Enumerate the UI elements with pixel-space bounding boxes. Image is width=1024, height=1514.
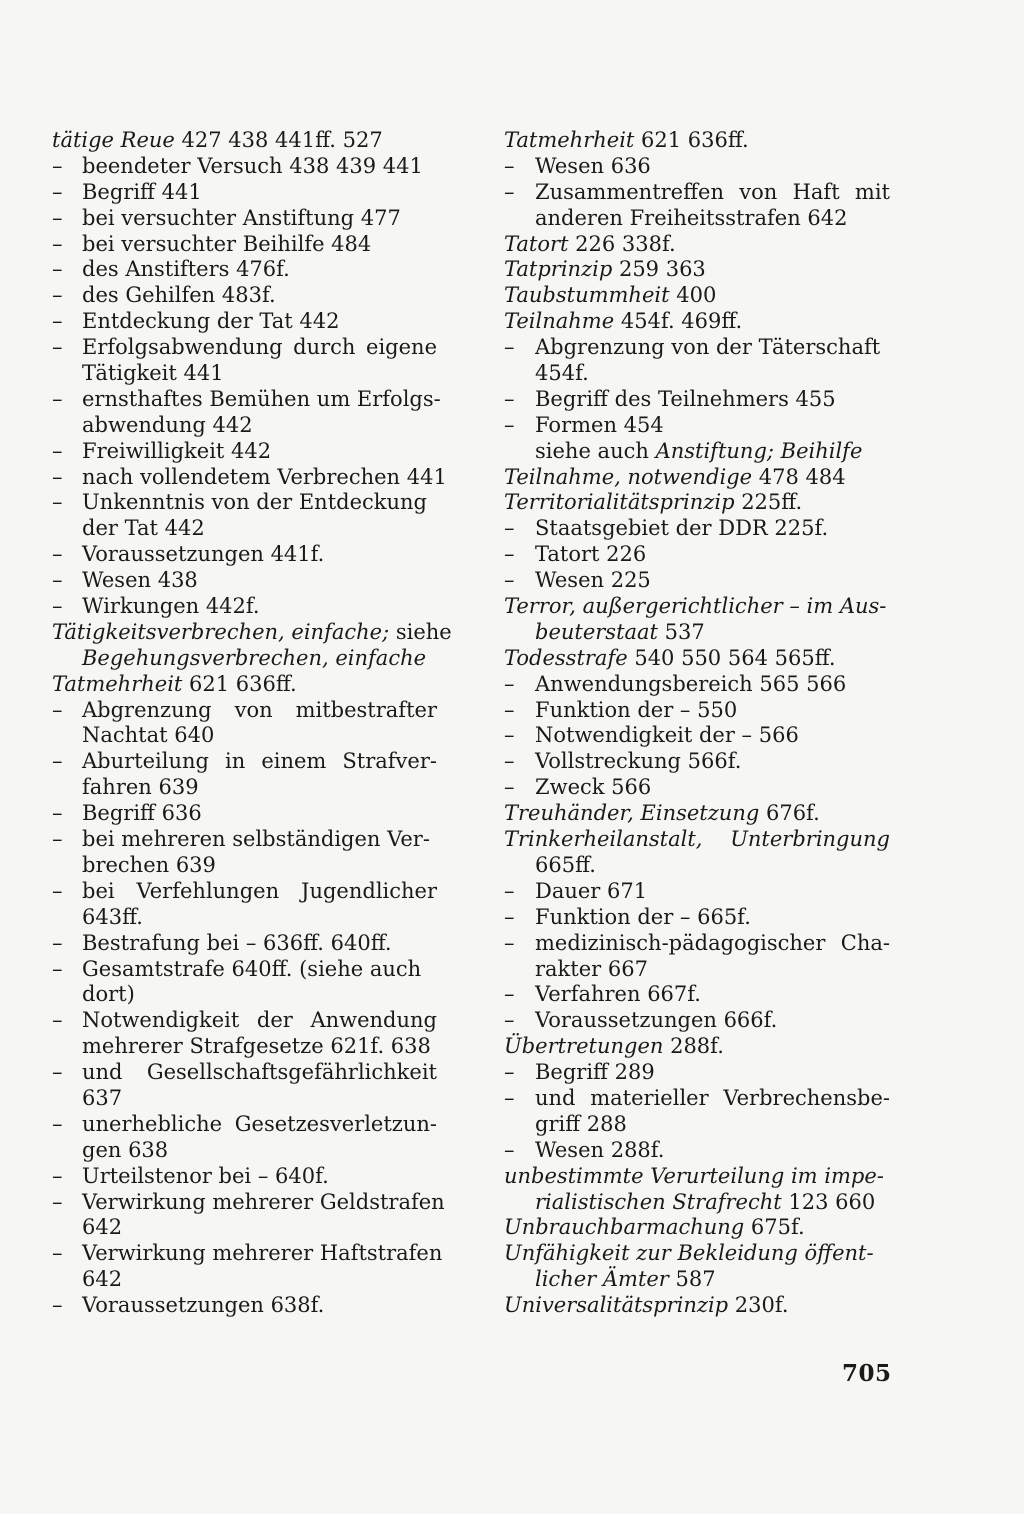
index-entry [504,257,890,283]
index-entry [504,827,890,853]
word: Aburteilung [82,749,209,774]
index-subentry [52,386,441,413]
em-dash: – [504,386,515,411]
em-dash: – [52,1189,63,1214]
entry-heading: tätige Reue [52,128,175,152]
subentry-text: des Gehilfen 483f. [82,283,276,308]
subentry-text: Voraussetzungen 638f. [82,1293,325,1318]
subentry-text: Vollstreckung 566f. [535,749,742,774]
word: Gesetzesverletzun- [234,1111,437,1136]
word: Gesellschaftsgefährlichkeit [146,1060,437,1085]
subentry-text: Begriff 441 [82,179,202,204]
index-entry [504,465,890,491]
subentry-text: Urteilstenor bei – 640f. [82,1163,329,1188]
index-subentry [504,387,890,413]
entry-continuation [52,646,437,672]
entry-heading: beuterstaat [535,619,658,644]
index-subentry [504,568,890,594]
subentry-text: Tatort 226 [535,542,647,567]
entry-pages: 259 363 [612,257,706,282]
index-entry [504,646,890,672]
subentry-text: nach vollendetem Verbrechen 441 [82,464,447,489]
word: Erfolgsabwendung [82,335,283,360]
index-subentry [504,516,890,542]
subentry-continuation: brechen 639 [82,852,216,877]
entry-heading: Tatprinzip [504,257,613,282]
em-dash: – [52,490,63,515]
em-dash: – [504,412,515,437]
word: mit [854,179,890,204]
entry-pages: 621 636ff. [634,128,749,152]
entry-heading: Tatmehrheit [504,128,635,152]
em-dash: – [52,386,63,411]
subentry-text: Funktion der – 550 [535,697,738,722]
index-entry [52,672,437,698]
subentry-continuation: 643ff. [82,904,143,929]
em-dash: – [52,1293,63,1318]
subentry-continuation: anderen Freiheitsstrafen 642 [535,205,848,230]
entry-continuation [504,1267,890,1293]
subentry-text: Formen 454 [535,412,664,437]
em-dash: – [504,179,515,204]
subentry-text: Begriff des Teilnehmers 455 [535,386,836,411]
em-dash: – [504,878,515,903]
subentry-continuation: Tätigkeit 441 [82,361,224,386]
word: materieller [590,1085,709,1110]
subentry-text: Dauer 671 [535,878,648,903]
em-dash: – [52,1008,63,1033]
entry-pages: 225ff. [734,490,803,515]
entry-continuation [504,620,890,646]
word: von [739,179,778,204]
index-entry [504,128,890,154]
entry-pages: 676f. [759,801,820,826]
index-entry [504,594,890,620]
word: Notwendigkeit [82,1008,240,1033]
em-dash: – [504,930,515,955]
index-subentry [52,1060,437,1086]
subentry-text: Bestrafung bei – 636ff. 640ff. [82,930,392,955]
index-entry [504,490,890,516]
entry-heading: Begehungsverbrechen, einfache [82,645,427,670]
em-dash: – [52,568,63,593]
entry-heading: Tatmehrheit [52,671,183,696]
entry-pages: 675f. [744,1215,805,1240]
index-entry [504,309,890,335]
em-dash: – [504,516,515,541]
word: Jugendlicher [301,878,437,903]
em-dash: – [504,723,515,748]
index-subentry [504,775,890,801]
subentry-continuation: 637 [82,1085,123,1110]
subentry-text: Gesamtstrafe 640ff. (siehe auch [82,956,422,981]
em-dash: – [504,697,515,722]
entry-pages: 288f. [663,1034,724,1059]
word: und [535,1085,576,1110]
index-subentry [52,309,437,335]
subentry-text: Begriff 289 [535,1060,655,1085]
entry-heading: Territorialitätsprinzip [504,490,735,515]
index-subentry [52,206,437,232]
word: in [225,749,246,774]
index-subentry [504,1086,890,1112]
index-subentry [504,542,890,568]
em-dash: – [52,283,63,308]
subentry-continuation: fahren 639 [82,775,199,800]
word: Anwendung [310,1008,437,1033]
subentry-text: Wesen 636 [535,153,651,178]
subentry-text: bei versuchter Beihilfe 484 [82,231,372,256]
index-subentry [504,1138,890,1164]
index-subentry [52,749,437,775]
index-entry [504,283,890,309]
index-subentry [52,1189,445,1216]
subentry-text: Unkenntnis von der Entdeckung [82,490,427,515]
subentry-text: Notwendigkeit der – 566 [535,723,799,748]
subentry-text: Abgrenzung von der Täterschaft [535,335,881,360]
index-column-right [504,128,890,1319]
word: Cha- [840,930,890,955]
subentry-text: Verfahren 667f. [535,982,701,1007]
em-dash: – [52,878,63,903]
page-number: 705 [842,1360,892,1387]
subentry-text: Voraussetzungen 441f. [82,542,325,567]
word: Verfehlungen [136,878,280,903]
subentry-text: beendeter Versuch 438 439 441 [82,153,423,178]
subentry-text: ernsthaftes Bemühen um Erfolgs- [82,386,441,411]
word: von [234,697,273,722]
index-entry [52,128,437,154]
em-dash: – [52,257,63,282]
word: Unterbringung [730,827,890,852]
index-subentry [504,879,890,905]
subentry-continuation: dort) [82,982,135,1007]
entry-heading: Todesstrafe [504,645,628,670]
entry-heading: rialistischen Strafrecht [535,1189,782,1214]
em-dash: – [52,464,63,489]
em-dash: – [504,1008,515,1033]
index-subentry [52,542,437,568]
entry-pages: 454f. 469ff. [614,309,743,334]
index-subentry [504,723,890,749]
word: medizinisch-pädagogischer [535,930,826,955]
index-subentry [52,257,437,283]
index-subentry [504,413,890,439]
word: und [82,1060,123,1085]
em-dash: – [504,568,515,593]
em-dash: – [504,1085,515,1110]
entry-pages: 621 636ff. [182,671,297,696]
subentry-text: bei versuchter Anstiftung 477 [82,205,401,230]
index-subentry [504,335,890,361]
em-dash: – [52,179,63,204]
index-subentry [52,490,437,516]
see-also-targets: Anstiftung; Beihilfe [655,438,863,463]
entry-heading: licher Ämter [535,1267,669,1292]
index-subentry [504,1008,890,1034]
subentry-text: Freiwilligkeit 442 [82,438,272,463]
entry-heading: Übertretungen [504,1034,664,1059]
index-entry [504,1034,890,1060]
em-dash: – [504,335,515,360]
subentry-continuation: der Tat 442 [82,516,205,541]
em-dash: – [52,335,63,360]
em-dash: – [504,542,515,567]
subentry-text: Anwendungsbereich 565 566 [535,671,847,696]
word: Strafver- [342,749,437,774]
subentry-text: Staatsgebiet der DDR 225f. [535,516,829,541]
index-subentry [504,749,890,775]
em-dash: – [52,1060,63,1085]
em-dash: – [504,982,515,1007]
cross-reference [504,439,890,465]
subentry-text: Verwirkung mehrerer Geldstrafen [82,1189,445,1214]
subentry-continuation: rakter 667 [535,956,648,981]
entry-heading: Unfähigkeit zur Bekleidung öffent- [504,1241,874,1266]
word: der [256,1008,293,1033]
word: eigene [366,335,437,360]
em-dash: – [52,956,63,981]
subentry-continuation: griff 288 [535,1111,627,1136]
em-dash: – [504,904,515,929]
subentry-text: Funktion der – 665f. [535,904,751,929]
subentry-text: Wesen 438 [82,568,198,593]
em-dash: – [52,1111,63,1136]
entry-pages: 540 550 564 565ff. [627,645,836,670]
em-dash: – [52,697,63,722]
entry-continuation [504,1190,890,1216]
entry-heading: unbestimmte Verurteilung im impe- [504,1163,884,1188]
subentry-continuation: mehrerer Strafgesetze 621f. 638 [82,1034,431,1059]
em-dash: – [504,1137,515,1162]
entry-heading: Taubstummheit [504,283,670,308]
word: Trinkerheilanstalt, [504,827,703,852]
subentry-text: Wesen 288f. [535,1137,665,1162]
index-subentry [504,180,890,206]
entry-pages: 400 [669,283,717,308]
index-subentry [52,439,437,465]
entry-heading: Universalitätsprinzip [504,1293,729,1318]
index-column-left [52,128,452,1319]
index-entry [504,801,890,827]
entry-pages: 230f. [728,1293,789,1318]
em-dash: – [52,309,63,334]
index-subentry [504,931,890,957]
em-dash: – [52,749,63,774]
index-subentry [52,698,437,724]
index-entry [504,1241,890,1267]
em-dash: – [52,827,63,852]
entry-heading: Unbrauchbarmachung [504,1215,745,1240]
entry-heading: Tatort [504,231,569,256]
subentry-continuation: gen 638 [82,1137,169,1162]
entry-heading: Tätigkeitsverbrechen, einfache; [52,619,390,644]
em-dash: – [504,775,515,800]
subentry-continuation: 642 [82,1215,123,1240]
index-subentry [52,180,437,206]
index-subentry [52,879,437,905]
em-dash: – [52,1241,63,1266]
em-dash: – [52,930,63,955]
index-subentry [52,568,437,594]
entry-pages: 478 484 [752,464,846,489]
index-entry [504,1215,890,1241]
index-subentry [52,1241,443,1267]
subentry-text: Wirkungen 442f. [82,594,260,619]
index-subentry [504,672,890,698]
index-subentry [52,1293,437,1319]
subentry-text: des Anstifters 476f. [82,257,290,282]
index-entry [504,1293,890,1319]
index-subentry [504,154,890,180]
index-subentry [504,1060,890,1086]
entry-pages: siehe [389,619,452,644]
entry-heading: Teilnahme, notwendige [504,464,753,489]
entry-pages: 226 338f. [568,231,676,256]
index-subentry [52,801,437,827]
index-subentry [52,232,437,258]
index-subentry [52,827,437,853]
subentry-continuation: abwendung 442 [82,412,253,437]
subentry-continuation: 454f. [535,361,589,386]
index-subentry [52,154,437,180]
em-dash: – [52,438,63,463]
subentry-text: Wesen 225 [535,568,651,593]
index-subentry [52,957,437,983]
em-dash: – [504,749,515,774]
em-dash: – [52,542,63,567]
em-dash: – [52,1163,63,1188]
index-subentry [52,1164,437,1190]
entry-pages: 123 660 [781,1189,876,1214]
index-subentry [52,1112,437,1138]
em-dash: – [504,153,515,178]
subentry-text: Begriff 636 [82,801,202,826]
entry-heading: Teilnahme [504,309,615,334]
word: einem [261,749,327,774]
index-subentry [504,698,890,724]
em-dash: – [52,205,63,230]
word: mitbestrafter [295,697,437,722]
word: Zusammentreffen [535,179,724,204]
entry-heading: Treuhänder, Einsetzung [504,801,760,826]
word: unerhebliche [82,1111,223,1136]
subentry-text: bei mehreren selbständigen Ver- [82,827,430,852]
word: Verbrechensbe- [723,1085,890,1110]
index-subentry [52,283,437,309]
entry-pages: 537 [658,619,705,644]
index-subentry [504,905,890,931]
em-dash: – [52,153,63,178]
index-subentry [52,464,447,491]
index-subentry [52,1008,437,1034]
word: Haft [792,179,840,204]
subentry-text: Voraussetzungen 666f. [535,1008,778,1033]
subentry-text: Entdeckung der Tat 442 [82,309,340,334]
word: durch [293,335,356,360]
index-subentry [52,931,437,957]
index-entry [504,232,890,258]
index-entry [52,619,452,646]
em-dash: – [52,801,63,826]
word: bei [82,878,115,903]
subentry-continuation: 642 [82,1267,123,1292]
see-also-label: siehe auch [535,438,656,463]
em-dash: – [52,594,63,619]
subentry-text: Zweck 566 [535,775,652,800]
index-subentry [52,594,437,620]
entry-heading: Terror, außergerichtlicher – im Aus- [504,594,887,619]
word: Abgrenzung [82,697,212,722]
index-subentry [504,982,890,1008]
subentry-continuation: Nachtat 640 [82,723,215,748]
index-entry [504,1164,890,1190]
subentry-text: Verwirkung mehrerer Haftstrafen [82,1241,443,1266]
entry-pages: 587 [668,1267,716,1292]
em-dash: – [504,1060,515,1085]
em-dash: – [504,671,515,696]
index-subentry [52,335,437,361]
em-dash: – [52,231,63,256]
entry-pages: 427 438 441ff. 527 [174,128,383,152]
entry-continuation: 665ff. [535,852,596,877]
